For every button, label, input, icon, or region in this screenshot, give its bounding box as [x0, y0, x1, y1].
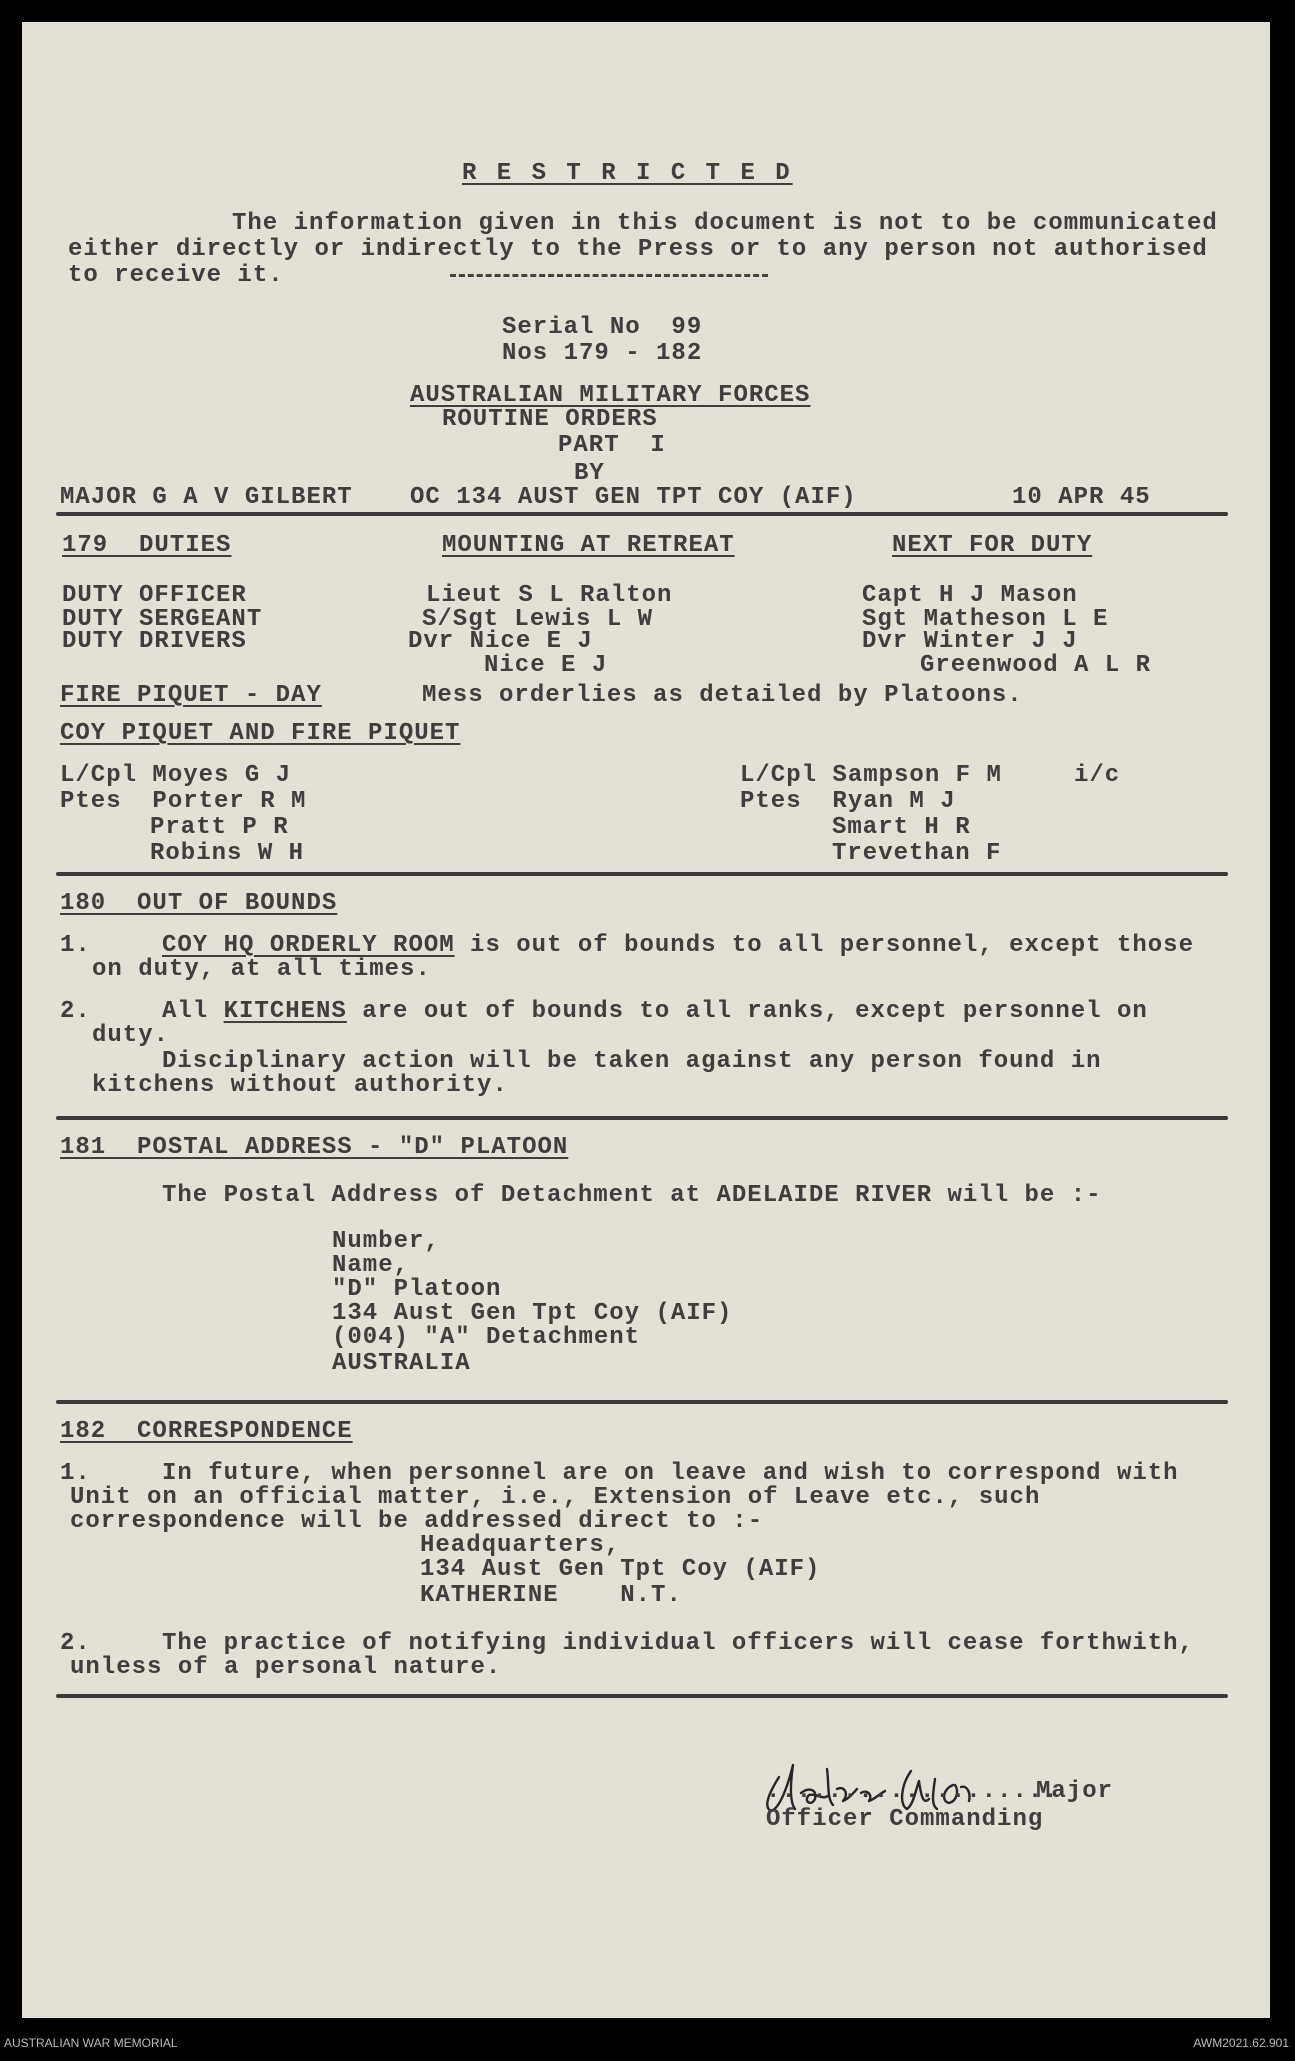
duty-mounting-name: Dvr Nice E J: [408, 628, 593, 655]
piquet-ptes: Ptes Ryan M J: [740, 788, 956, 815]
notice-line-1: The information given in this document is not to be communicated: [232, 210, 1218, 237]
in-charge-mark: i/c: [1074, 762, 1121, 789]
duty-next-name: Greenwood A L R: [920, 652, 1152, 679]
piquet-pte: Trevethan F: [832, 840, 1002, 867]
paragraph-number: 1.: [60, 932, 91, 959]
document-page: [22, 22, 1270, 2018]
piquet-ptes: Ptes Porter R M: [60, 788, 307, 815]
postal-address-line: AUSTRALIA: [332, 1350, 471, 1377]
section-rule: [56, 872, 1228, 876]
order-date: 10 APR 45: [1012, 484, 1151, 511]
part-title: PART I: [558, 432, 666, 459]
fire-piquet-text: Mess orderlies as detailed by Platoons.: [422, 682, 1023, 709]
section-rule: [56, 1116, 1228, 1120]
archive-reference: AWM2021.62.901: [1193, 2036, 1289, 2050]
coy-piquet-label: COY PIQUET AND FIRE PIQUET: [60, 720, 461, 747]
paragraph-number: 2.: [60, 1630, 91, 1657]
duty-role: DUTY OFFICER: [62, 582, 247, 609]
disciplinary-line-1: Disciplinary action will be taken against any person found in: [162, 1048, 1102, 1075]
correspondence-para-1-line-2: Unit on an official matter, i.e., Extension of Leave etc., such: [70, 1484, 1041, 1511]
signatory-title: Officer Commanding: [766, 1806, 1044, 1833]
duty-mounting-name: Lieut S L Ralton: [426, 582, 673, 609]
disciplinary-line-2: kitchens without authority.: [92, 1072, 508, 1099]
postal-heading: 181 POSTAL ADDRESS - "D" PLATOON: [60, 1134, 569, 1161]
section-rule: [56, 1694, 1228, 1698]
section-rule: [56, 1400, 1228, 1404]
duty-mounting-name: Nice E J: [484, 652, 608, 679]
postal-intro: The Postal Address of Detachment at ADELAIDE RIVER will be :-: [162, 1182, 1102, 1209]
piquet-pte: Pratt P R: [150, 814, 289, 841]
correspondence-address-line: 134 Aust Gen Tpt Coy (AIF): [420, 1556, 821, 1583]
piquet-lcpl: L/Cpl Moyes G J: [60, 762, 292, 789]
section-rule: [56, 512, 1228, 516]
paragraph-number: 1.: [60, 1460, 91, 1487]
correspondence-para-1-line-1: In future, when personnel are on leave and wish to correspond with: [162, 1460, 1179, 1487]
serial-number: Serial No 99: [502, 314, 703, 341]
correspondence-para-2-line-1: The practice of notifying individual officers will cease forthwith,: [162, 1630, 1194, 1657]
notice-line-3: to receive it.: [68, 262, 284, 289]
next-duty-column-header: NEXT FOR DUTY: [892, 532, 1093, 559]
out-of-bounds-para-2: [162, 998, 1148, 1025]
para-1-text: is out of bounds to all personnel, except those: [454, 932, 1194, 959]
correspondence-heading: 182 CORRESPONDENCE: [60, 1418, 353, 1445]
duty-mounting-name: S/Sgt Lewis L W: [422, 606, 654, 633]
correspondence-para-2-line-2: unless of a personal nature.: [70, 1654, 502, 1681]
piquet-pte: Robins W H: [150, 840, 305, 867]
duty-next-name: Capt H J Mason: [862, 582, 1078, 609]
orderly-room-key: COY HQ ORDERLY ROOM: [162, 932, 455, 959]
notice-line-2: either directly or indirectly to the Press or to any person not authorised: [68, 236, 1208, 263]
duties-heading: 179 DUTIES: [62, 532, 232, 559]
postal-address-line: (004) "A" Detachment: [332, 1324, 641, 1351]
by-label: BY: [574, 460, 605, 487]
order-numbers: Nos 179 - 182: [502, 340, 703, 367]
signature-dots: ...................: [766, 1778, 1059, 1805]
paragraph-number: 2.: [60, 998, 91, 1025]
archive-credit: AUSTRALIAN WAR MEMORIAL: [4, 2036, 178, 2050]
duty-next-name: Dvr Winter J J: [862, 628, 1078, 655]
correspondence-address-line: KATHERINE N.T.: [420, 1582, 682, 1609]
out-of-bounds-para-2-line-2: duty.: [92, 1022, 170, 1049]
mounting-column-header: MOUNTING AT RETREAT: [442, 532, 735, 559]
out-of-bounds-heading: 180 OUT OF BOUNDS: [60, 890, 338, 917]
fire-piquet-label: FIRE PIQUET - DAY: [60, 682, 322, 709]
postal-address-line: 134 Aust Gen Tpt Coy (AIF): [332, 1300, 733, 1327]
duty-role: DUTY SERGEANT: [62, 606, 263, 633]
forces-title: AUSTRALIAN MILITARY FORCES: [410, 382, 811, 409]
dashed-divider: [450, 274, 768, 277]
piquet-lcpl: L/Cpl Sampson F M: [740, 762, 1002, 789]
out-of-bounds-para-1: [162, 932, 1194, 959]
issuing-unit: OC 134 AUST GEN TPT COY (AIF): [410, 484, 857, 511]
correspondence-address-line: Headquarters,: [420, 1532, 621, 1559]
postal-address-line: "D" Platoon: [332, 1276, 502, 1303]
out-of-bounds-para-1-line-2: on duty, at all times.: [92, 956, 431, 983]
piquet-pte: Smart H R: [832, 814, 971, 841]
para-2-pre: All: [162, 998, 224, 1025]
para-2-text: are out of bounds to all ranks, except personnel on: [346, 998, 1148, 1025]
postal-address-line: Number,: [332, 1228, 440, 1255]
issuing-officer: MAJOR G A V GILBERT: [60, 484, 353, 511]
orders-title: ROUTINE ORDERS: [442, 406, 658, 433]
signatory-rank: Major: [1036, 1778, 1114, 1805]
duty-next-name: Sgt Matheson L E: [862, 606, 1109, 633]
classification-heading: R E S T R I C T E D: [462, 160, 793, 187]
kitchens-key: KITCHENS: [223, 998, 347, 1025]
correspondence-para-1-line-3: correspondence will be addressed direct to :-: [70, 1508, 764, 1535]
duty-role: DUTY DRIVERS: [62, 628, 247, 655]
postal-address-line: Name,: [332, 1252, 410, 1279]
